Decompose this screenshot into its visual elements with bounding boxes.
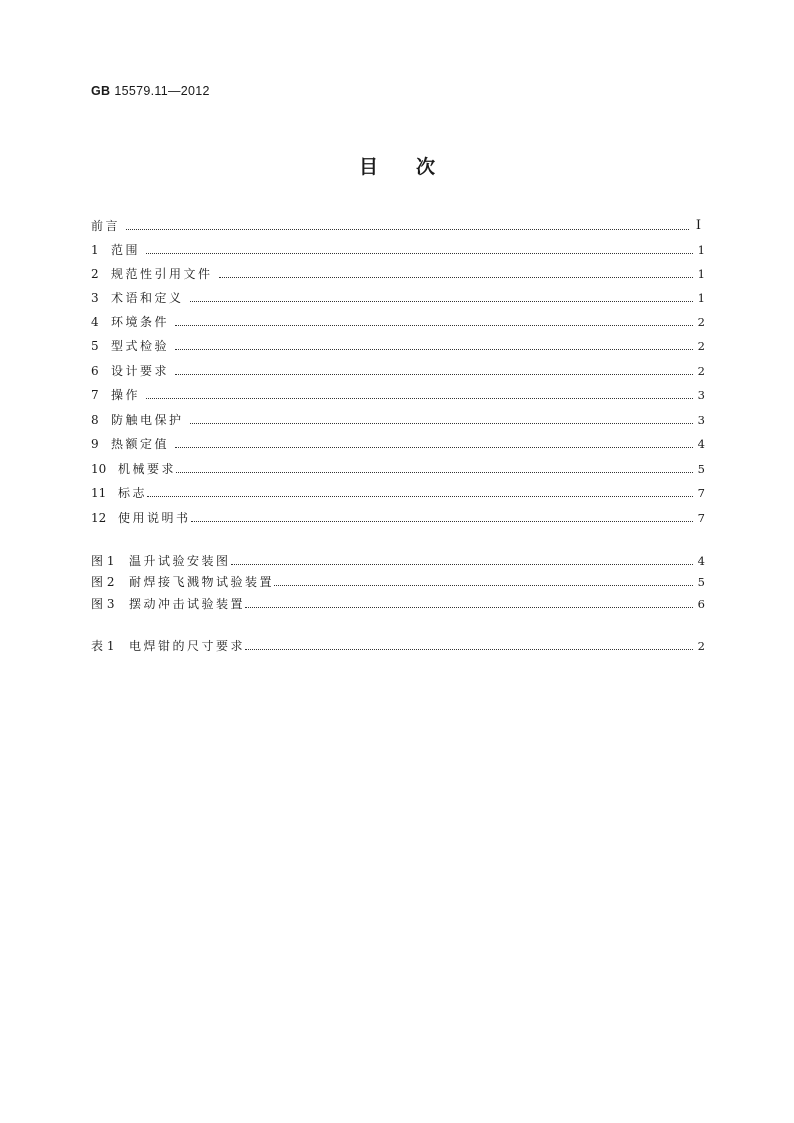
toc-number: 表 1 — [91, 639, 115, 653]
toc-label: 使用说明书 — [118, 511, 191, 525]
toc-number: 10 — [91, 462, 107, 476]
toc-entry-section-9[interactable] — [91, 432, 705, 452]
toc-page-number: 1 — [697, 243, 705, 257]
toc-number: 图 3 — [91, 597, 115, 611]
leader-dots — [245, 649, 693, 650]
toc-label: 操作 — [111, 388, 141, 402]
toc-entry-table-1[interactable] — [91, 634, 705, 654]
toc-number: 9 — [91, 437, 99, 451]
toc-label: 术语和定义 — [111, 291, 184, 305]
toc-page-number: 2 — [697, 339, 705, 353]
leader-dots — [175, 349, 693, 350]
toc-label: 环境条件 — [111, 315, 170, 329]
toc-page-number: 1 — [697, 267, 705, 281]
toc-page-number: 4 — [697, 554, 705, 568]
toc-entry-section-6[interactable] — [91, 359, 705, 379]
toc-page-number: 7 — [697, 511, 705, 525]
toc-entry-section-7[interactable] — [91, 383, 705, 403]
toc-entry-section-10[interactable] — [91, 457, 705, 477]
toc-label: 设计要求 — [111, 364, 170, 378]
toc-number: 5 — [91, 339, 99, 353]
toc-entry-figure-1[interactable] — [91, 549, 705, 569]
toc-number: 图 1 — [91, 554, 115, 568]
leader-dots — [175, 374, 693, 375]
toc-label: 防触电保护 — [111, 413, 184, 427]
leader-dots — [190, 423, 693, 424]
toc-entry-section-8[interactable] — [91, 408, 705, 428]
toc-label: 标志 — [118, 486, 148, 500]
toc-entry-section-5[interactable] — [91, 334, 705, 354]
toc-label: 型式检验 — [111, 339, 170, 353]
toc-label: 机械要求 — [118, 462, 177, 476]
leader-dots — [176, 472, 693, 473]
leader-dots — [191, 521, 693, 522]
toc-entry-section-2[interactable] — [91, 262, 705, 282]
leader-dots — [245, 607, 693, 608]
leader-dots — [146, 253, 693, 254]
toc-page-number: 2 — [697, 364, 705, 378]
toc-page-number: 2 — [697, 639, 705, 653]
toc-entry-section-12[interactable] — [91, 506, 705, 526]
toc-label: 规范性引用文件 — [111, 267, 213, 281]
leader-dots — [126, 229, 689, 230]
standard-number — [91, 84, 210, 98]
toc-number: 7 — [91, 388, 99, 402]
toc-number: 11 — [91, 486, 107, 500]
leader-dots — [147, 496, 693, 497]
toc-label: 热额定值 — [111, 437, 170, 451]
leader-dots — [274, 585, 693, 586]
toc-page-number: 3 — [697, 388, 705, 402]
toc-number: 2 — [91, 267, 99, 281]
leader-dots — [175, 447, 693, 448]
toc-number: 8 — [91, 413, 99, 427]
leader-dots — [146, 398, 693, 399]
toc-page-number: 4 — [697, 437, 705, 451]
toc-label: 温升试验安装图 — [129, 554, 231, 568]
toc-page-number: 5 — [697, 462, 705, 476]
toc-entry-figure-3[interactable] — [91, 592, 705, 612]
toc-number: 6 — [91, 364, 99, 378]
gb-prefix: GB — [91, 84, 111, 98]
toc-number: 1 — [91, 243, 99, 257]
leader-dots — [219, 277, 693, 278]
toc-label: 范围 — [111, 243, 141, 257]
toc-entry-figure-2[interactable] — [91, 570, 705, 590]
toc-page-number: 2 — [697, 315, 705, 329]
toc-entry-section-4[interactable] — [91, 310, 705, 330]
toc-page-number: 7 — [697, 486, 705, 500]
leader-dots — [190, 301, 693, 302]
toc-number: 图 2 — [91, 575, 115, 589]
leader-dots — [231, 564, 693, 565]
toc-entry-section-3[interactable] — [91, 286, 705, 306]
toc-label: 电焊钳的尺寸要求 — [129, 639, 246, 653]
toc-label: 前言 — [91, 219, 121, 233]
standard-code: 15579.11—2012 — [114, 84, 210, 98]
toc-page-number: Ⅰ — [695, 218, 701, 233]
toc-number: 4 — [91, 315, 99, 329]
toc-entry-section-1[interactable] — [91, 238, 705, 258]
toc-entry-section-11[interactable] — [91, 481, 705, 501]
toc-page-number: 1 — [697, 291, 705, 305]
leader-dots — [175, 325, 693, 326]
toc-entry-preface[interactable] — [91, 214, 705, 234]
toc-page-number: 5 — [697, 575, 705, 589]
toc-label: 耐焊接飞溅物试验装置 — [129, 575, 275, 589]
page-title: 目次 — [358, 156, 473, 178]
toc-number: 3 — [91, 291, 99, 305]
toc-page-number: 6 — [697, 597, 705, 611]
toc-label: 摆动冲击试验装置 — [129, 597, 246, 611]
toc-number: 12 — [91, 511, 107, 525]
toc-page-number: 3 — [697, 413, 705, 427]
